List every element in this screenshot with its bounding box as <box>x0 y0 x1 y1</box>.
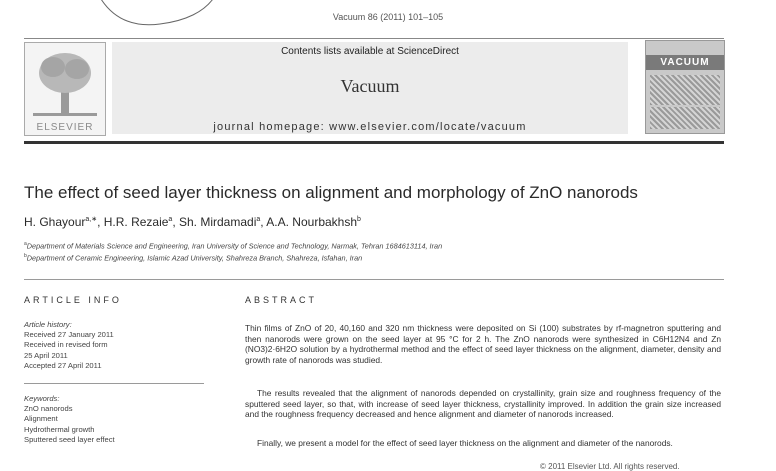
author-name: H.R. Rezaie <box>103 215 169 229</box>
abstract-paragraph-3: Finally, we present a model for the effect of seed layer thickness on the alignment and diameter of the nanorods. <box>257 438 673 448</box>
affiliation-mark: b <box>24 253 27 259</box>
contents-availability-line: Contents lists available at ScienceDirect <box>281 46 459 57</box>
history-entry: Received 27 January 2011 <box>24 330 114 340</box>
cover-pattern-bottom <box>650 107 720 129</box>
keywords-block <box>24 394 115 445</box>
journal-citation: Vacuum 86 (2011) 101–105 <box>332 12 444 22</box>
abstract-heading: ABSTRACT <box>245 295 318 305</box>
affiliation-text: Department of Materials Science and Engineering, Iran University of Science and Technology, Narmak, Tehran 1684613114, Iran <box>26 241 443 251</box>
cover-title: VACUUM <box>646 55 724 70</box>
journal-cover-thumbnail <box>645 40 725 134</box>
keyword-item: Hydrothermal growth <box>24 424 95 434</box>
article-history <box>24 320 114 371</box>
author-list: H. Ghayour$^{a,∗}$, H.R. Rezaie$^a$, Sh. Mirdamadi$^a$, A.A. Nourbakhsh$^b$ <box>24 215 361 229</box>
author-affil-mark: a <box>256 216 261 223</box>
copyright-notice: © 2011 Elsevier Ltd. All rights reserved. <box>540 462 680 471</box>
abstract-paragraph-2: The results revealed that the alignment of nanorods depended on crystallinity, grain size and roughness frequency of the sputtered seed layer, so that, with increase of seed layer thickness, crystallinity improved. In addition the grain size increased and the roughness frequency decreased and hence alignment and diameter of nanorods increased. <box>245 388 721 420</box>
abstract-paragraph-1: Thin films of ZnO of 20, 40,160 and 320 nm thickness were deposited on Si (100) substrates by rf-magnetron sputtering and then nanorods were grown on the seed layer at 95 °C for 2 h. The ZnO nanorods were synthesized in C6H12N4 and Zn (NO3)2·6H2O solution by a hydrothermal method and the effect of seed layer thickness on the alignment, diameter, density and growth rate of nanorods was studied. <box>245 323 721 366</box>
tree-logo-icon <box>25 43 105 123</box>
history-entry: Received in revised form <box>24 340 108 350</box>
affiliation-a <box>24 241 764 250</box>
header-bottom-rule <box>24 141 724 144</box>
history-label: Article history: <box>24 320 72 329</box>
publisher-logo-text: ELSEVIER <box>36 122 94 133</box>
keywords-label: Keywords: <box>24 394 60 403</box>
keyword-item: Alignment <box>24 414 58 424</box>
author-name: A.A. Nourbakhsh <box>266 215 358 229</box>
author-affil-mark: a <box>168 216 173 223</box>
keyword-item: ZnO nanorods <box>24 404 73 414</box>
author-name: Sh. Mirdamadi <box>179 215 257 229</box>
section-divider <box>24 279 724 280</box>
history-entry: 25 April 2011 <box>24 350 68 360</box>
journal-name: Vacuum <box>340 76 400 96</box>
affiliation-b <box>24 253 764 262</box>
history-entry: Accepted 27 April 2011 <box>24 360 102 370</box>
article-title: The effect of seed layer thickness on alignment and morphology of ZnO nanorods <box>24 183 638 202</box>
author-name: H. Ghayour <box>24 215 86 229</box>
article-info-heading: ARTICLE INFO <box>24 295 122 305</box>
author-affil-mark: a,∗ <box>85 216 98 223</box>
header-top-rule <box>24 38 724 39</box>
affiliation-text: Department of Ceramic Engineering, Islamic Azad University, Shahreza Branch, Shahreza, Isfahan, Iran <box>26 253 363 263</box>
cover-pattern-top <box>650 75 720 105</box>
author-affil-mark: b <box>357 216 361 223</box>
keyword-item: Sputtered seed layer effect <box>24 434 115 444</box>
publisher-logo <box>24 42 106 136</box>
affiliation-mark: a <box>24 241 27 247</box>
article-info-divider <box>24 383 204 384</box>
journal-homepage-line: journal homepage: www.elsevier.com/locate/vacuum <box>213 121 527 133</box>
